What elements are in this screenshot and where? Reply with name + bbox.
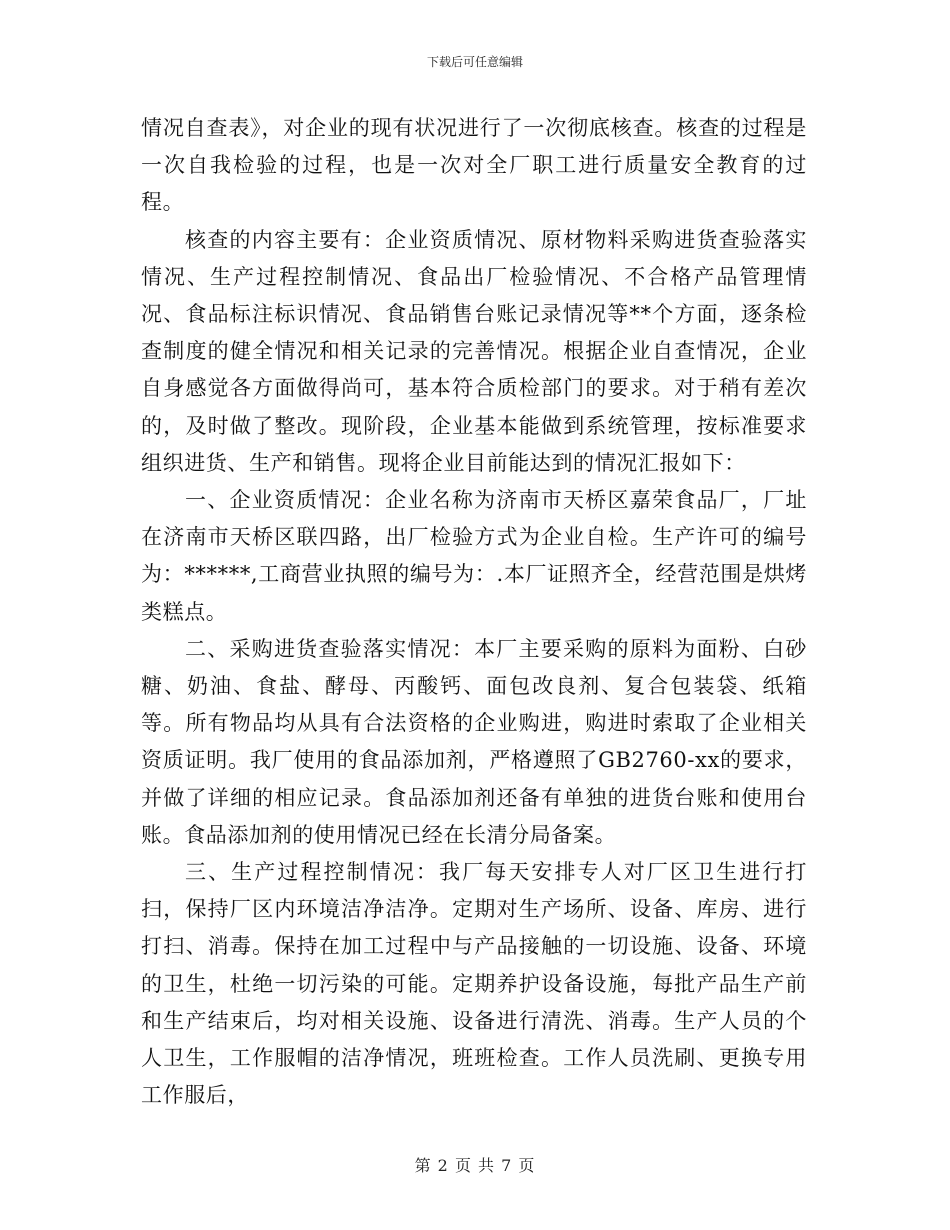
page-header: 下载后可任意编辑	[426, 55, 523, 69]
paragraph-3: 一、企业资质情况：企业名称为济南市天桥区嘉荣食品厂，厂址在济南市天桥区联四路，出厂检验方式为企业自检。生产许可的编号为：******,工商营业执照的编号为：.本厂证照齐全，经营范围是烘烤类糕点。	[141, 488, 807, 624]
paragraph-5: 三、生产过程控制情况：我厂每天安排专人对厂区卫生进行打扫，保持厂区内环境洁净洁净。定期对生产场所、设备、库房、进行打扫、消毒。保持在加工过程中与产品接触的一切设施、设备、环境的卫生，杜绝一切污染的可能。定期养护设备设施，每批产品生产前和生产结束后，均对相关设施、设备进行清洗、消毒。生产人员的个人卫生，工作服帽的洁净情况，班班检查。工作人员洗刷、更换专用工作服后，	[141, 860, 807, 1108]
document-body	[141, 110, 807, 1114]
paragraph-2: 核查的内容主要有：企业资质情况、原材物料采购进货查验落实情况、生产过程控制情况、食品出厂检验情况、不合格产品管理情况、食品标注标识情况、食品销售台账记录情况等**个方面，逐条检查制度的健全情况和相关记录的完善情况。根据企业自查情况，企业自身感觉各方面做得尚可，基本符合质检部门的要求。对于稍有差次的，及时做了整改。现阶段，企业基本能做到系统管理，按标准要求组织进货、生产和销售。现将企业目前能达到的情况汇报如下：	[141, 227, 807, 475]
paragraph-1: 情况自查表》，对企业的现有状况进行了一次彻底核查。核查的过程是一次自我检验的过程，也是一次对全厂职工进行质量安全教育的过程。	[141, 116, 807, 215]
page-number-footer: 第 2 页 共 7 页	[414, 1156, 536, 1175]
paragraph-4: 二、采购进货查验落实情况：本厂主要采购的原料为面粉、白砂糖、奶油、食盐、酵母、丙酸钙、面包改良剂、复合包装袋、纸箱等。所有物品均从具有合法资格的企业购进，购进时索取了企业相关资质证明。我厂使用的食品添加剂，严格遵照了GB2760-xx的要求，并做了详细的相应记录。食品添加剂还备有单独的进货台账和使用台账。食品添加剂的使用情况已经在长清分局备案。	[141, 636, 807, 847]
